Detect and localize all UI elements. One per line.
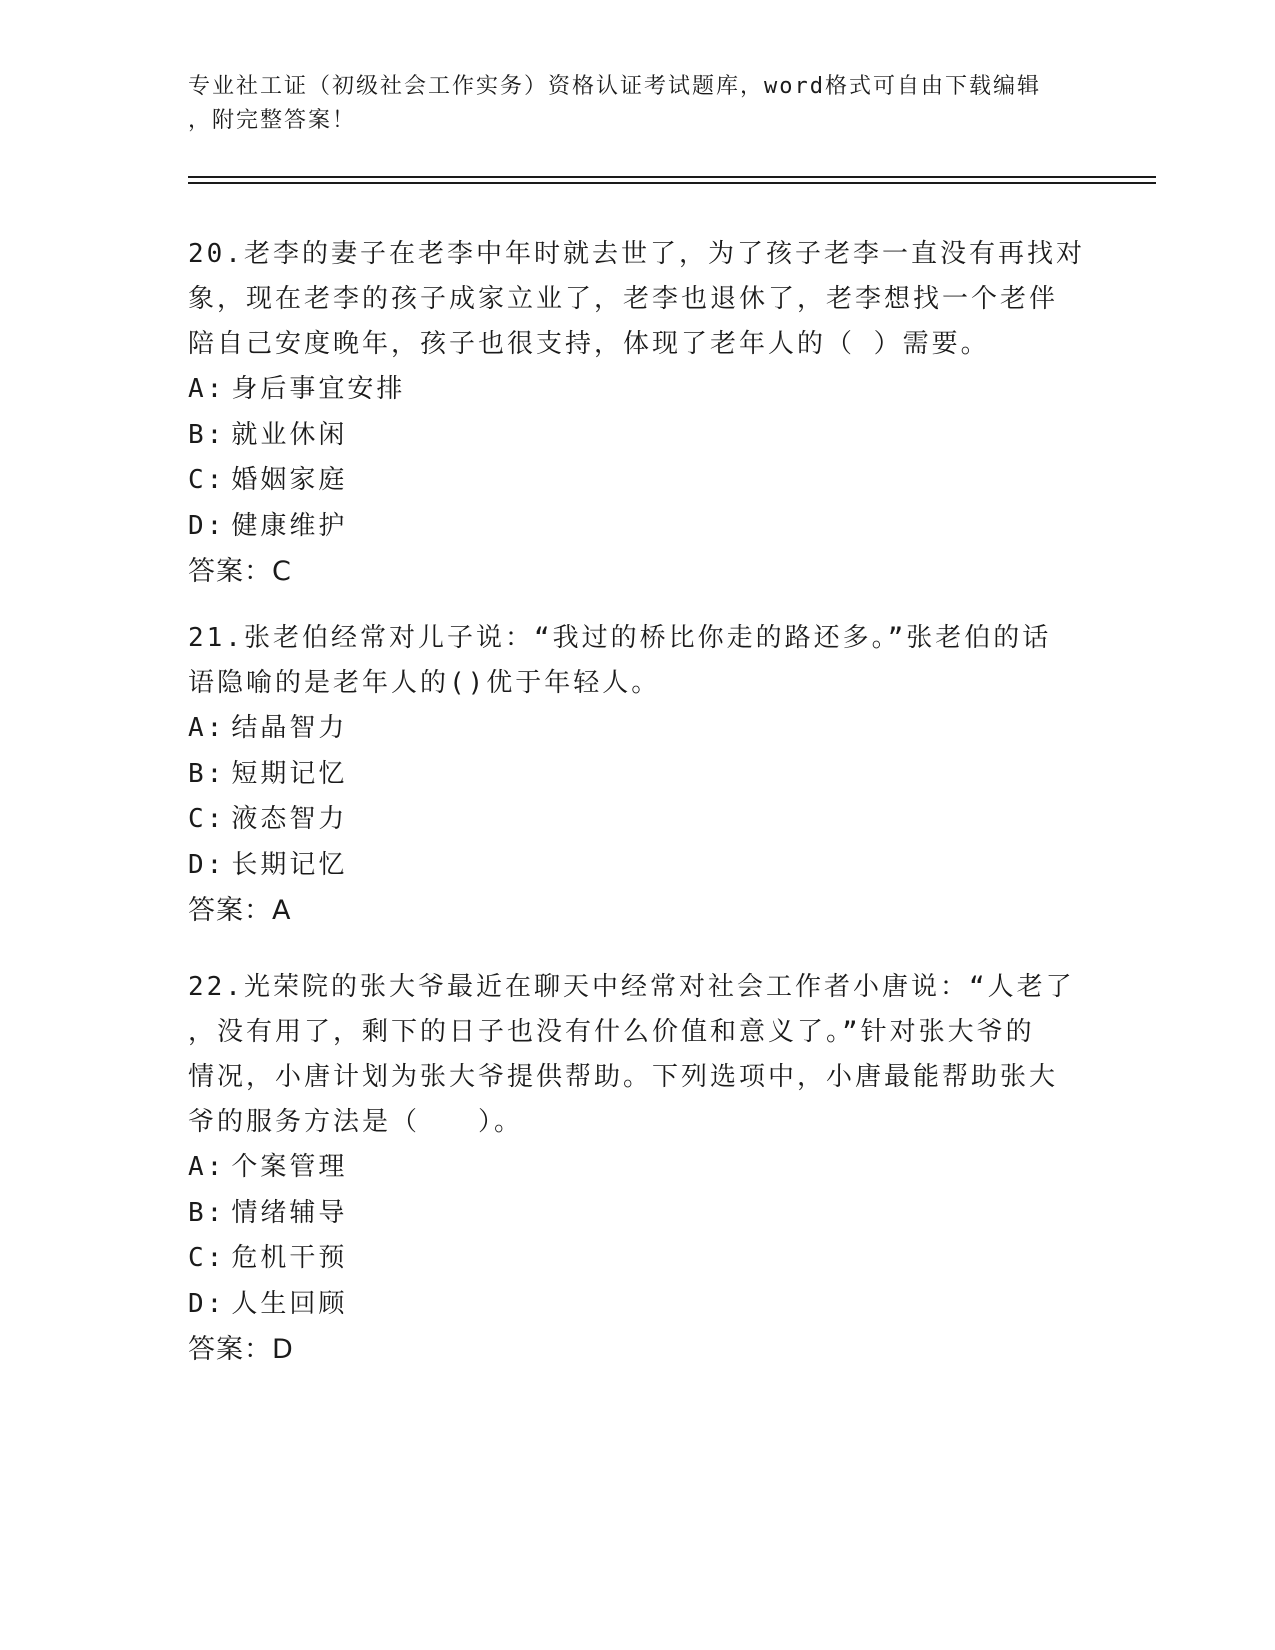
option-letter: A: [188, 1152, 226, 1182]
question-text-line: 21.张老伯经常对儿子说：“我过的桥比你走的路还多。”张老伯的话 [188, 623, 1052, 653]
option-text: 就业休闲 [231, 419, 348, 450]
option-c [188, 797, 1088, 843]
option-text: 长期记忆 [231, 849, 348, 880]
option-letter: C: [188, 1243, 226, 1273]
option-text: 结晶智力 [231, 713, 348, 743]
option-text: 人生回顾 [231, 1288, 348, 1319]
option-letter: B: [188, 758, 226, 789]
option-letter: D: [188, 1288, 226, 1319]
question-text-line: 22.光荣院的张大爷最近在聊天中经常对社会工作者小唐说：“人老了 [188, 972, 1075, 1002]
question-text-line: ，没有用了，剩下的日子也没有什么价值和意义了。”针对张大爷的 [188, 1017, 1035, 1047]
document-header [188, 70, 1068, 138]
question-text-line: 象，现在老李的孩子成家立业了，老李也退休了，老李想找一个老伴 [188, 284, 1059, 314]
option-c [188, 1236, 1088, 1282]
question-22 [188, 965, 1088, 1373]
option-letter: B: [188, 419, 226, 450]
question-text-line: 20.老李的妻子在老李中年时就去世了，为了孩子老李一直没有再找对 [188, 239, 1085, 269]
option-text: 身后事宜安排 [231, 374, 406, 404]
option-letter: D: [188, 510, 226, 541]
option-text: 液态智力 [231, 804, 348, 834]
option-c [188, 458, 1088, 504]
answer-line: 答案：D [188, 1334, 294, 1365]
question-21 [188, 616, 1088, 934]
header-line-2: ，附完整答案！ [188, 108, 357, 133]
question-text-line: 语隐喻的是老年人的()优于年轻人。 [188, 668, 661, 698]
option-a [188, 367, 1088, 413]
option-letter: A: [188, 374, 226, 404]
option-text: 婚姻家庭 [231, 465, 348, 495]
option-d [188, 504, 1088, 550]
option-letter: B: [188, 1197, 226, 1228]
answer-line: 答案：A [188, 895, 292, 926]
question-20 [188, 232, 1088, 595]
option-text: 短期记忆 [231, 758, 348, 789]
option-text: 情绪辅导 [231, 1197, 348, 1228]
question-text-line: 陪自己安度晚年，孩子也很支持，体现了老年人的（ ）需要。 [188, 329, 990, 359]
option-letter: C: [188, 804, 226, 834]
option-letter: C: [188, 465, 226, 495]
option-d [188, 843, 1088, 889]
option-a [188, 1145, 1088, 1191]
option-a [188, 706, 1088, 752]
header-line-1: 专业社工证（初级社会工作实务）资格认证考试题库，word格式可自由下载编辑 [188, 74, 1041, 99]
option-b [188, 1191, 1088, 1237]
header-divider-top [188, 176, 1156, 178]
option-text: 危机干预 [231, 1243, 348, 1273]
option-d [188, 1282, 1088, 1328]
answer-line: 答案：C [188, 556, 292, 587]
option-text: 个案管理 [231, 1152, 348, 1182]
header-divider-bottom [188, 182, 1156, 184]
option-letter: A: [188, 713, 226, 743]
option-text: 健康维护 [231, 510, 348, 541]
question-text-line: 情况，小唐计划为张大爷提供帮助。下列选项中，小唐最能帮助张大 [188, 1062, 1059, 1092]
option-b [188, 752, 1088, 798]
option-letter: D: [188, 849, 226, 880]
option-b [188, 413, 1088, 459]
question-text-line: 爷的服务方法是（ ）。 [188, 1107, 524, 1137]
